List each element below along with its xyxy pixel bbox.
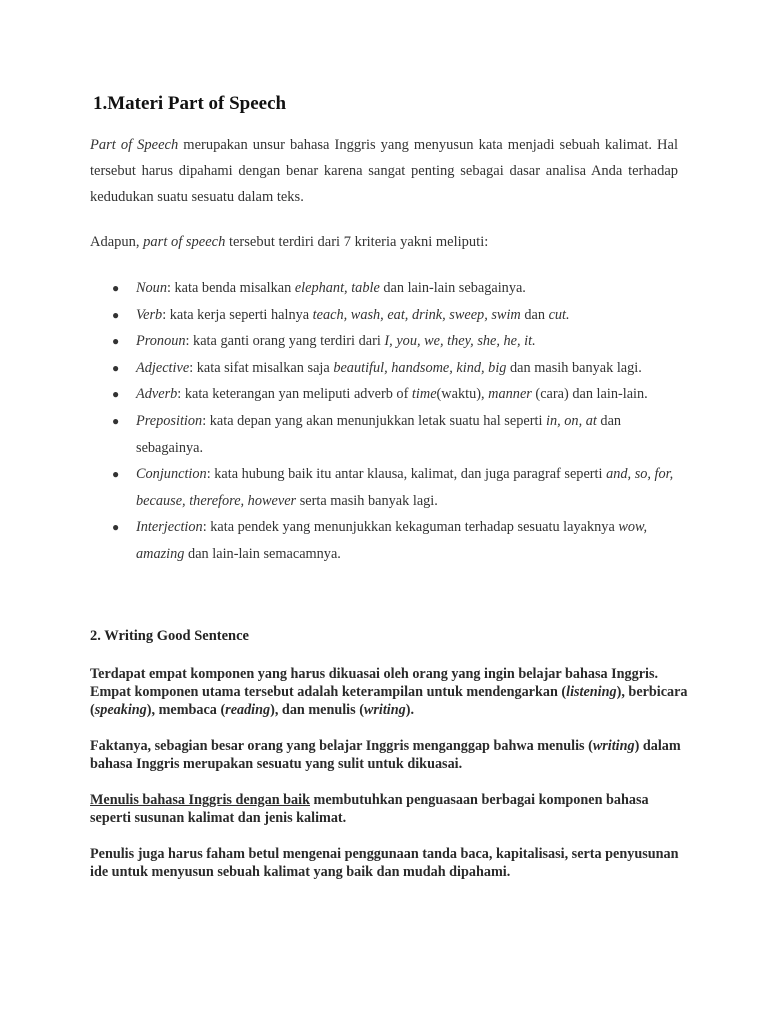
page-title: 1.Materi Part of Speech <box>93 93 287 114</box>
item-text: : kata kerja seperti halnya <box>162 306 313 323</box>
bullet-icon: ● <box>112 520 120 535</box>
p1-term-speaking: speaking <box>94 702 147 718</box>
intro-paragraph <box>90 132 678 210</box>
item-text: : kata ganti orang yang terdiri dari <box>185 333 385 350</box>
item-text: : kata pendek yang menunjukkan kekaguman terhadap sesuatu layaknya <box>202 519 619 536</box>
p1-text-i: ). <box>405 702 414 718</box>
item-tail: (waktu), <box>436 386 489 403</box>
list-item-adjective <box>90 355 680 382</box>
item-tail: dan sebagainya. <box>136 412 622 456</box>
p1-term-reading: reading <box>225 702 271 718</box>
item-text: : kata hubung baik itu antar klausa, kalimat, dan juga paragraf seperti <box>206 466 607 483</box>
section-paragraph-4: Penulis juga harus faham betul mengenai penggunaan tanda baca, kapitalisasi, serta penyusunan ide untuk menyusun sebuah kalimat yang baik dan mudah dipahami. <box>90 846 679 880</box>
item-examples: and, so, for, because, therefore, however <box>136 466 674 509</box>
item-examples: time <box>411 386 437 403</box>
item-examples-2: cut. <box>548 306 570 323</box>
list-item-pronoun <box>90 328 680 355</box>
item-term: Adverb <box>136 386 178 403</box>
bullet-icon: ● <box>112 467 120 482</box>
criteria-intro-end: tersebut terdiri dari 7 kriteria yakni meliputi: <box>225 234 489 250</box>
p1-text-g: ), dan menulis ( <box>270 702 364 718</box>
list-item-interjection <box>90 514 680 567</box>
criteria-intro-term: part of speech <box>143 234 226 250</box>
intro-term: Part of Speech <box>90 137 179 153</box>
item-text: : kata depan yang akan menunjukkan letak suatu hal seperti <box>202 412 546 429</box>
list-item-noun <box>90 275 680 302</box>
item-tail: dan masih banyak lagi. <box>506 359 642 376</box>
list-item-verb <box>90 302 680 329</box>
item-text: : kata benda misalkan <box>166 280 295 296</box>
underlined-link[interactable]: Menulis bahasa Inggris dengan baik <box>90 792 310 808</box>
item-examples: beautiful, handsome, kind, big <box>333 359 507 376</box>
part-of-speech-list <box>90 275 680 568</box>
p1-text-c: ), berbicara ( <box>90 684 688 718</box>
p3-text: membutuhkan penguasaan berbagai komponen bahasa seperti susunan kalimat dan jenis kalimat. <box>90 792 649 826</box>
item-tail: serta masih banyak lagi. <box>296 492 438 509</box>
item-term: Preposition <box>136 412 203 429</box>
bullet-icon: ● <box>112 334 120 349</box>
intro-text: merupakan unsur bahasa Inggris yang menyusun kata menjadi sebuah kalimat. Hal tersebut harus dipahami dengan benar karena sangat penting sebagai dasar analisa Anda terhadap kedudukan suatu sesuatu dalam teks. <box>90 137 678 205</box>
section-paragraph-3 <box>90 791 690 827</box>
section-paragraph-2 <box>90 737 690 773</box>
item-term: Adjective <box>136 359 190 376</box>
item-examples-2: manner <box>488 386 532 403</box>
item-term: Conjunction <box>136 466 207 483</box>
criteria-intro-start: Adapun, <box>90 234 144 250</box>
item-term: Noun <box>136 280 167 296</box>
p2-term-writing: writing <box>592 738 635 754</box>
section-heading: 2. Writing Good Sentence <box>90 628 249 644</box>
p2-text-a: Faktanya, sebagian besar orang yang belajar Inggris menganggap bahwa menulis ( <box>90 738 593 754</box>
bullet-icon: ● <box>112 360 120 375</box>
p1-text-e: ), membaca ( <box>146 702 226 718</box>
item-examples: I, you, we, they, she, he, it. <box>384 333 536 350</box>
item-tail: dan lain-lain sebagainya. <box>379 280 526 296</box>
criteria-intro <box>90 229 678 255</box>
bullet-icon: ● <box>112 387 120 402</box>
item-term: Verb <box>136 306 163 323</box>
item-examples: in, on, at <box>546 412 597 429</box>
bullet-icon: ● <box>112 281 120 295</box>
section-paragraph-1 <box>90 665 690 719</box>
list-item-preposition <box>90 408 680 461</box>
bullet-icon: ● <box>112 413 120 428</box>
item-examples: teach, wash, eat, drink, sweep, swim <box>312 306 521 323</box>
item-examples: wow, amazing <box>136 519 648 562</box>
item-term: Pronoun <box>136 333 186 350</box>
item-term: Interjection <box>136 519 203 536</box>
p1-text-a: Terdapat empat komponen yang harus dikuasai oleh orang yang ingin belajar bahasa Inggris. Empat komponen utama tersebut adalah keterampilan untuk mendengarkan ( <box>90 666 659 700</box>
p1-term-writing: writing <box>363 702 406 718</box>
item-tail-2: (cara) dan lain-lain. <box>531 386 648 403</box>
bullet-icon: ● <box>112 307 120 322</box>
item-tail: dan <box>520 306 549 323</box>
p2-text-c: ) dalam bahasa Inggris merupakan sesuatu yang sulit untuk dikuasai. <box>90 738 681 772</box>
p1-term-listening: listening <box>566 684 617 700</box>
list-item-adverb <box>90 381 680 408</box>
list-item-conjunction <box>90 461 680 514</box>
item-text: : kata keterangan yan meliputi adverb of <box>177 386 412 403</box>
item-text: : kata sifat misalkan saja <box>189 359 334 376</box>
item-tail: dan lain-lain semacamnya. <box>184 545 341 562</box>
item-examples: elephant, table <box>294 280 380 296</box>
